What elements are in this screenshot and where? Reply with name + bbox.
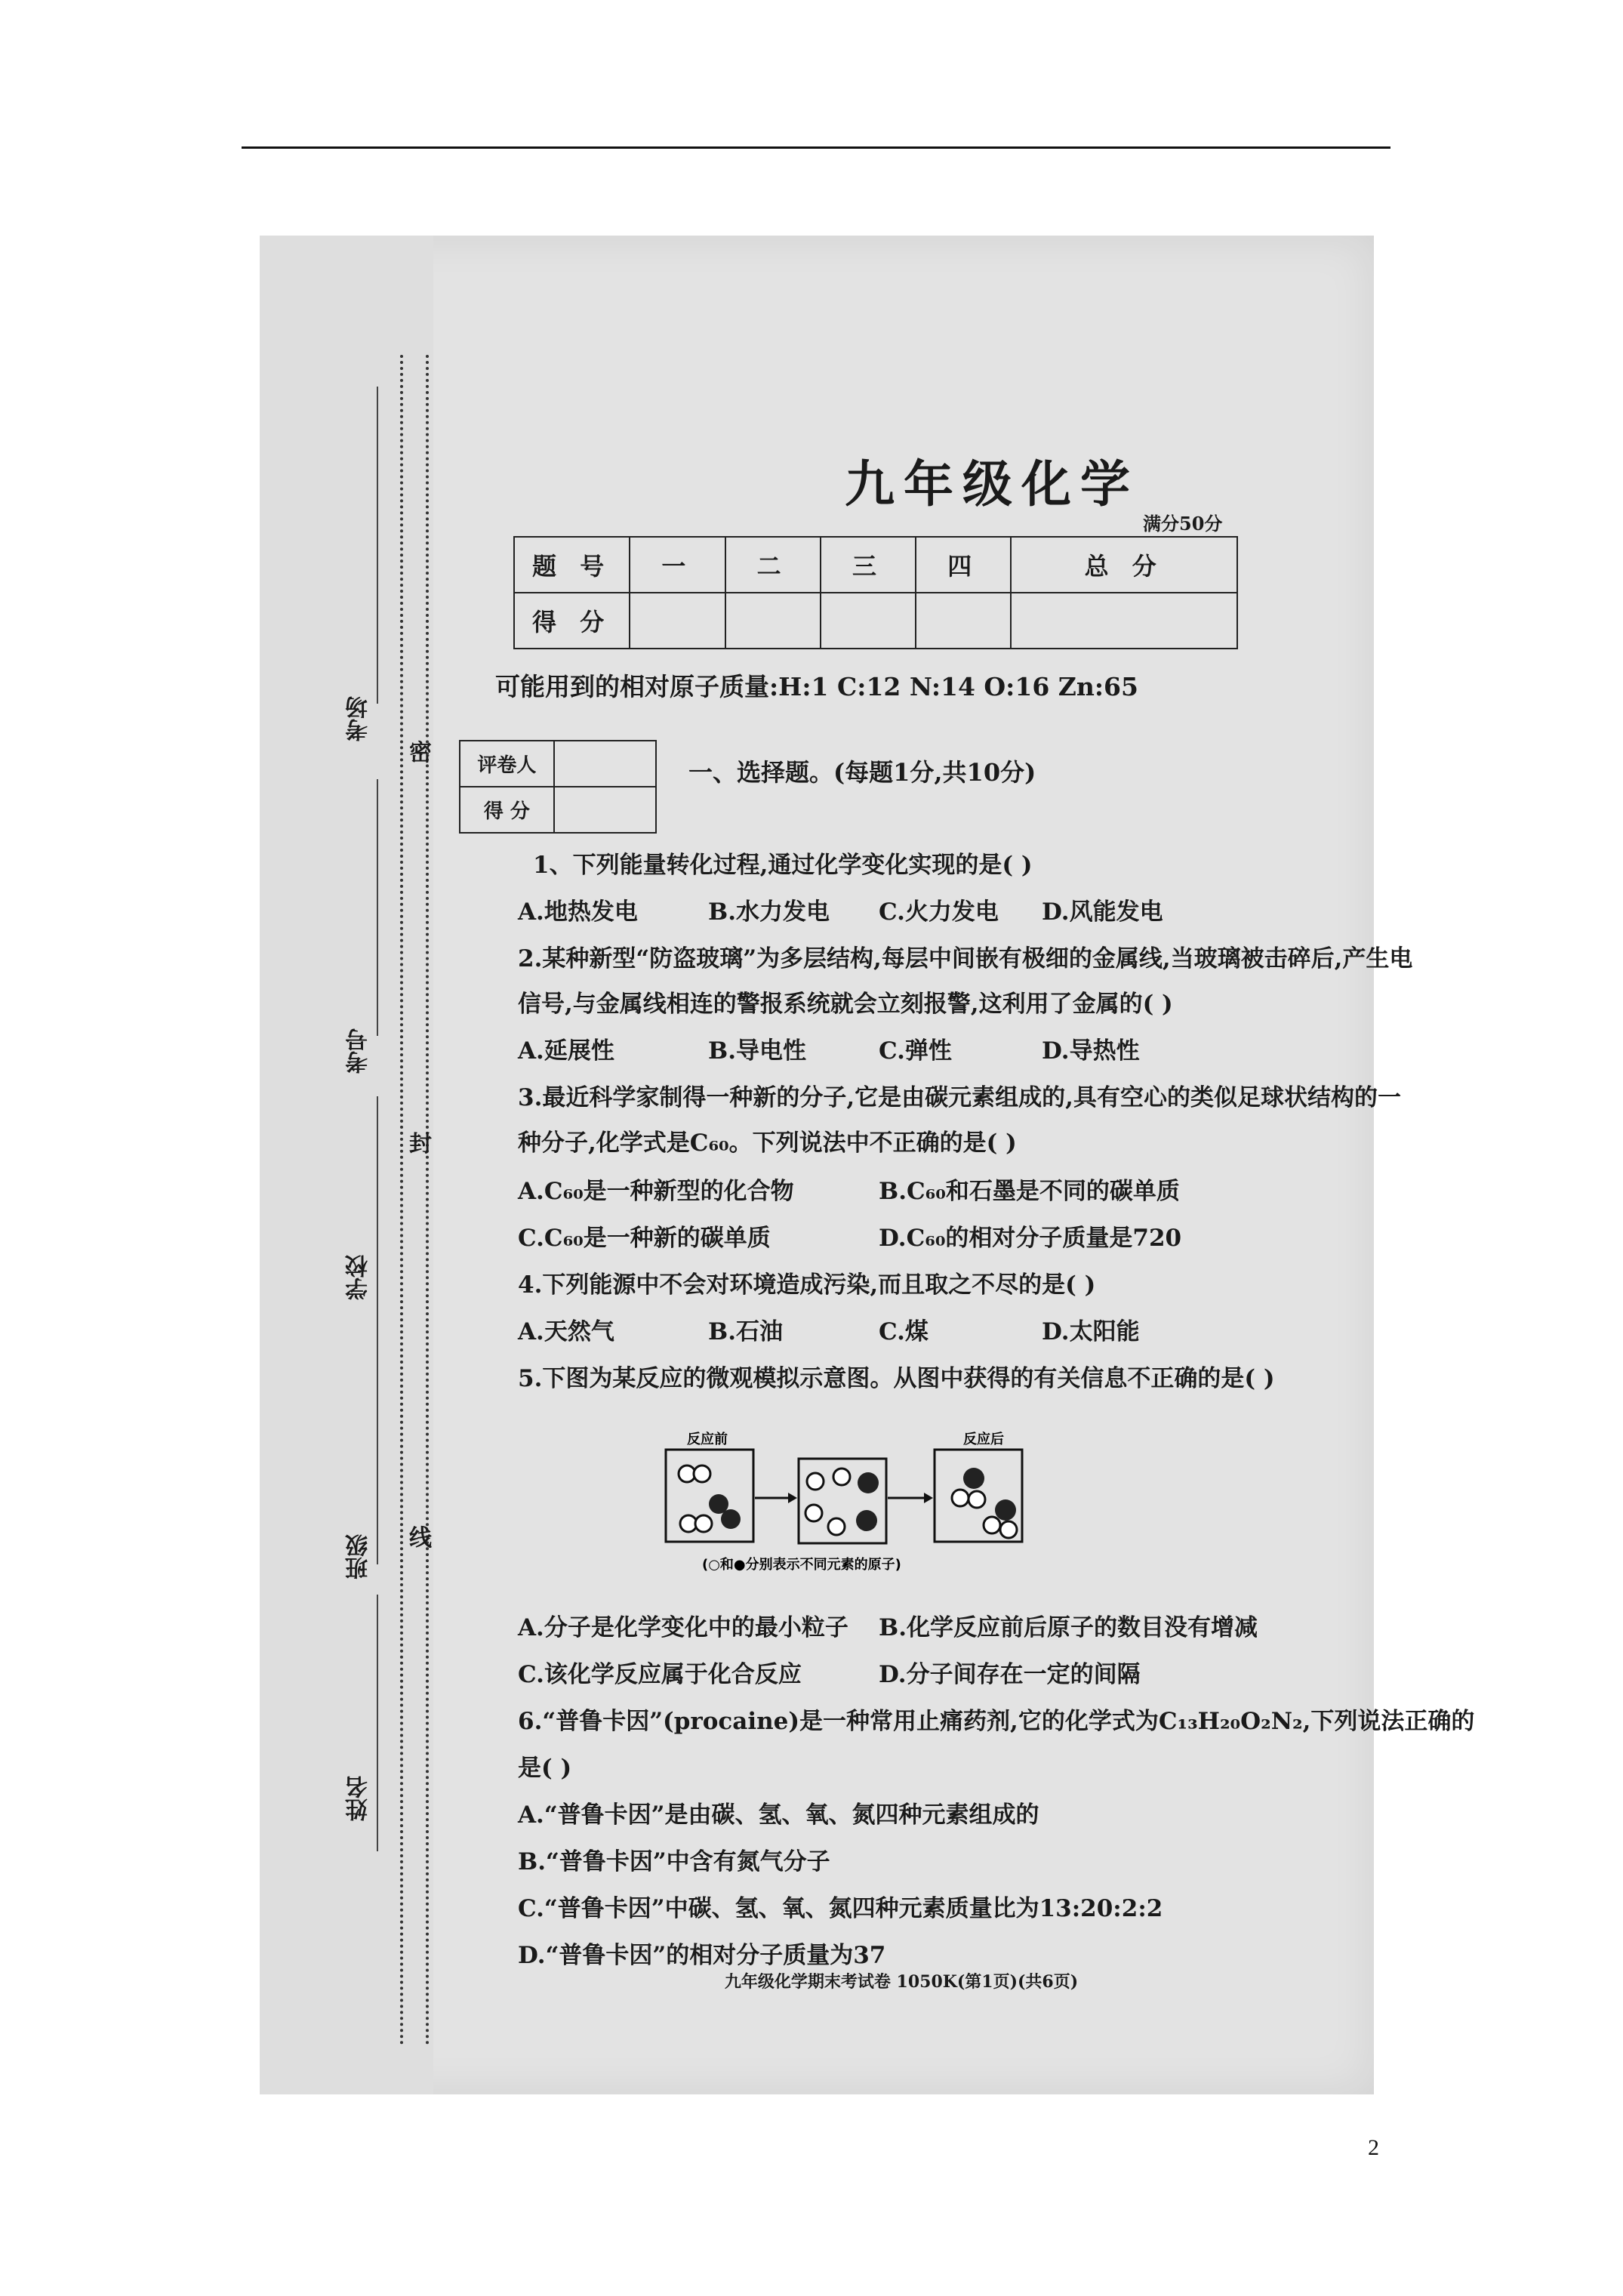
page-footer: 九年级化学期末考试卷 1050K(第1页)(共6页) (724, 1972, 1079, 1992)
score-cell (1011, 593, 1237, 649)
q4-stem: 4.下列能源中不会对环境造成污染,而且取之不尽的是( ) (518, 1271, 1096, 1299)
seal-char-mi: 密 (409, 740, 432, 766)
q6-stem-line1: 6.“普鲁卡因”(procaine)是一种常用止痛药剂,它的化学式为C₁₃H₂₀O₂N₂,下列说法正确的 (518, 1708, 1475, 1735)
score-header-cell: 题 号 (514, 537, 630, 593)
seal-dotted-line (400, 355, 403, 2046)
q1-option-b: B.水力发电 (708, 898, 830, 926)
field-xuexiao: 学校 (346, 1255, 372, 1300)
atomic-masses: 可能用到的相对原子质量:H:1 C:12 N:14 O:16 Zn:65 (495, 672, 1138, 701)
field-line-xuexiao (377, 1096, 378, 1376)
grader-score-label: 得 分 (460, 787, 554, 833)
q3-option-c: C.C₆₀是一种新的碳单质 (518, 1225, 771, 1252)
field-kaochang: 考场 (346, 696, 372, 741)
q3-stem-line1: 3.最近科学家制得一种新的分子,它是由碳元素组成的,具有空心的类似足球状结构的一 (518, 1084, 1401, 1111)
field-xingming: 姓名 (346, 1776, 372, 1821)
q5-option-d: D.分子间存在一定的间隔 (879, 1661, 1141, 1688)
q4-option-a: A.天然气 (518, 1318, 614, 1345)
q2-option-a: A.延展性 (518, 1037, 614, 1065)
q3-option-b: B.C₆₀和石墨是不同的碳单质 (879, 1178, 1180, 1205)
diagram-label-after: 反应后 (963, 1432, 1004, 1447)
molecules-after (952, 1468, 1017, 1538)
arrow-2-head (924, 1493, 933, 1503)
full-marks: 满分50分 (1143, 513, 1223, 535)
q5-stem: 5.下图为某反应的微观模拟示意图。从图中获得的有关信息不正确的是( ) (518, 1365, 1275, 1392)
q4-option-c: C.煤 (879, 1318, 929, 1345)
grader-score-cell (554, 787, 656, 833)
score-row-label: 得 分 (514, 593, 630, 649)
q6-option-d: D.“普鲁卡因”的相对分子质量为37 (518, 1942, 886, 1969)
diagram-caption: (○和●分别表示不同元素的原子) (702, 1557, 901, 1573)
score-cell (821, 593, 916, 649)
score-cell (916, 593, 1011, 649)
q6-stem-line2: 是( ) (518, 1755, 572, 1782)
field-kaohao: 考号 (346, 1028, 372, 1074)
field-line-kaohao (377, 779, 378, 1036)
q6-option-b: B.“普鲁卡因”中含有氮气分子 (518, 1848, 830, 1875)
q2-stem-line1: 2.某种新型“防盗玻璃”为多层结构,每层中间嵌有极细的金属线,当玻璃被击碎后,产生电 (518, 945, 1413, 972)
q5-option-b: B.化学反应前后原子的数目没有增减 (879, 1614, 1258, 1641)
q1-option-d: D.风能发电 (1042, 898, 1163, 926)
top-rule (242, 146, 1390, 149)
q2-option-c: C.弹性 (879, 1037, 952, 1065)
q1-option-c: C.火力发电 (879, 898, 999, 926)
field-banji: 班级 (346, 1534, 372, 1579)
q6-option-c: C.“普鲁卡因”中碳、氢、氧、氮四种元素质量比为13:20:2:2 (518, 1895, 1163, 1922)
q5-option-c: C.该化学反应属于化合反应 (518, 1661, 802, 1688)
q2-option-d: D.导热性 (1042, 1037, 1140, 1065)
q3-option-a: A.C₆₀是一种新型的化合物 (518, 1178, 794, 1205)
grader-label: 评卷人 (460, 741, 554, 787)
page-number: 2 (1368, 2135, 1379, 2160)
grader-cell (554, 741, 656, 787)
field-line-banji (377, 1376, 378, 1564)
q5-option-a: A.分子是化学变化中的最小粒子 (518, 1614, 848, 1641)
q1-option-a: A.地热发电 (518, 898, 638, 926)
q1-stem: 1、下列能量转化过程,通过化学变化实现的是( ) (533, 852, 1033, 879)
score-table (513, 536, 1238, 649)
arrow-1-head (788, 1493, 797, 1503)
score-header-cell: 三 (821, 537, 916, 593)
grader-box (459, 740, 657, 834)
seal-char-xian: 线 (409, 1525, 432, 1552)
score-cell (630, 593, 725, 649)
binding-margin (260, 236, 433, 2094)
section1-title: 一、选择题。(每题1分,共10分) (688, 758, 1036, 787)
q3-option-d: D.C₆₀的相对分子质量是720 (879, 1225, 1182, 1252)
molecules-before (679, 1465, 741, 1532)
q4-option-b: B.石油 (708, 1318, 783, 1345)
q3-stem-line2: 种分子,化学式是C₆₀。下列说法中不正确的是( ) (518, 1130, 1017, 1157)
score-header-cell: 四 (916, 537, 1011, 593)
diagram-label-before: 反应前 (687, 1432, 728, 1447)
q2-stem-line2: 信号,与金属线相连的警报系统就会立刻报警,这利用了金属的( ) (518, 991, 1173, 1018)
q4-option-d: D.太阳能 (1042, 1318, 1140, 1345)
seal-char-feng: 封 (409, 1131, 432, 1157)
score-header-cell: 一 (630, 537, 725, 593)
atoms-middle (805, 1469, 879, 1535)
score-header-cell: 二 (725, 537, 821, 593)
field-line-xingming (377, 1595, 378, 1851)
q2-option-b: B.导电性 (708, 1037, 806, 1065)
q6-option-a: A.“普鲁卡因”是由碳、氢、氧、氮四种元素组成的 (518, 1801, 1039, 1829)
exam-title: 九年级化学 (845, 455, 1139, 513)
reaction-diagram (664, 1428, 1087, 1579)
score-header-cell: 总 分 (1011, 537, 1237, 593)
field-line-kaochang (377, 387, 378, 704)
seal-dotted-line-inner (426, 355, 429, 2046)
score-cell (725, 593, 821, 649)
scanned-exam-page (260, 236, 1475, 2094)
